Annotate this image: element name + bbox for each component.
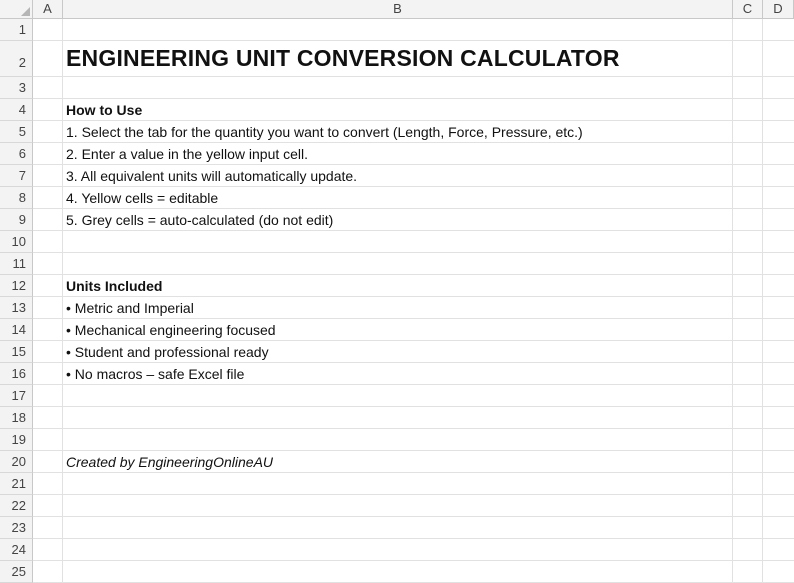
units-item-4[interactable]: • No macros – safe Excel file (66, 366, 245, 382)
row-18-cells[interactable] (33, 407, 794, 429)
row-header-12[interactable]: 12 (0, 275, 33, 297)
row-header-16[interactable]: 16 (0, 363, 33, 385)
instruction-step-3[interactable]: 3. All equivalent units will automatically update. (66, 168, 358, 184)
row-header-13[interactable]: 13 (0, 297, 33, 319)
units-item-3[interactable]: • Student and professional ready (66, 344, 269, 360)
select-all-triangle-icon (21, 7, 30, 16)
column-header-a[interactable]: A (33, 0, 63, 19)
row-22-cells[interactable] (33, 495, 794, 517)
row-4-cells[interactable] (33, 99, 794, 121)
row-header-1[interactable]: 1 (0, 19, 33, 41)
instruction-step-2[interactable]: 2. Enter a value in the yellow input cell. (66, 146, 309, 162)
row-header-10[interactable]: 10 (0, 231, 33, 253)
row-25-cells[interactable] (33, 561, 794, 583)
row-header-2[interactable]: 2 (0, 41, 33, 77)
row-header-4[interactable]: 4 (0, 99, 33, 121)
row-header-19[interactable]: 19 (0, 429, 33, 451)
instruction-step-1[interactable]: 1. Select the tab for the quantity you want to convert (Length, Force, Pressure, etc.) (66, 124, 583, 140)
row-header-20[interactable]: 20 (0, 451, 33, 473)
row-header-8[interactable]: 8 (0, 187, 33, 209)
row-header-9[interactable]: 9 (0, 209, 33, 231)
units-item-1[interactable]: • Metric and Imperial (66, 300, 194, 316)
row-header-24[interactable]: 24 (0, 539, 33, 561)
row-23-cells[interactable] (33, 517, 794, 539)
row-header-22[interactable]: 22 (0, 495, 33, 517)
row-header-23[interactable]: 23 (0, 517, 33, 539)
row-header-14[interactable]: 14 (0, 319, 33, 341)
row-header-15[interactable]: 15 (0, 341, 33, 363)
instruction-step-5[interactable]: 5. Grey cells = auto-calculated (do not edit) (66, 212, 334, 228)
row-header-5[interactable]: 5 (0, 121, 33, 143)
row-1-cells[interactable] (33, 19, 794, 41)
column-header-c[interactable]: C (733, 0, 763, 19)
row-header-18[interactable]: 18 (0, 407, 33, 429)
credit-text[interactable]: Created by EngineeringOnlineAU (66, 454, 274, 470)
units-included-heading[interactable]: Units Included (66, 278, 163, 294)
row-header-3[interactable]: 3 (0, 77, 33, 99)
row-header-7[interactable]: 7 (0, 165, 33, 187)
how-to-use-heading[interactable]: How to Use (66, 102, 143, 118)
row-11-cells[interactable] (33, 253, 794, 275)
row-17-cells[interactable] (33, 385, 794, 407)
row-3-cells[interactable] (33, 77, 794, 99)
column-header-b[interactable]: B (63, 0, 733, 19)
row-header-21[interactable]: 21 (0, 473, 33, 495)
row-19-cells[interactable] (33, 429, 794, 451)
select-all-corner[interactable] (0, 0, 33, 19)
row-header-25[interactable]: 25 (0, 561, 33, 583)
units-item-2[interactable]: • Mechanical engineering focused (66, 322, 276, 338)
row-header-17[interactable]: 17 (0, 385, 33, 407)
page-title[interactable]: ENGINEERING UNIT CONVERSION CALCULATOR (66, 45, 620, 71)
row-21-cells[interactable] (33, 473, 794, 495)
row-10-cells[interactable] (33, 231, 794, 253)
column-header-d[interactable]: D (763, 0, 794, 19)
instruction-step-4[interactable]: 4. Yellow cells = editable (66, 190, 219, 206)
row-header-11[interactable]: 11 (0, 253, 33, 275)
row-24-cells[interactable] (33, 539, 794, 561)
row-header-6[interactable]: 6 (0, 143, 33, 165)
